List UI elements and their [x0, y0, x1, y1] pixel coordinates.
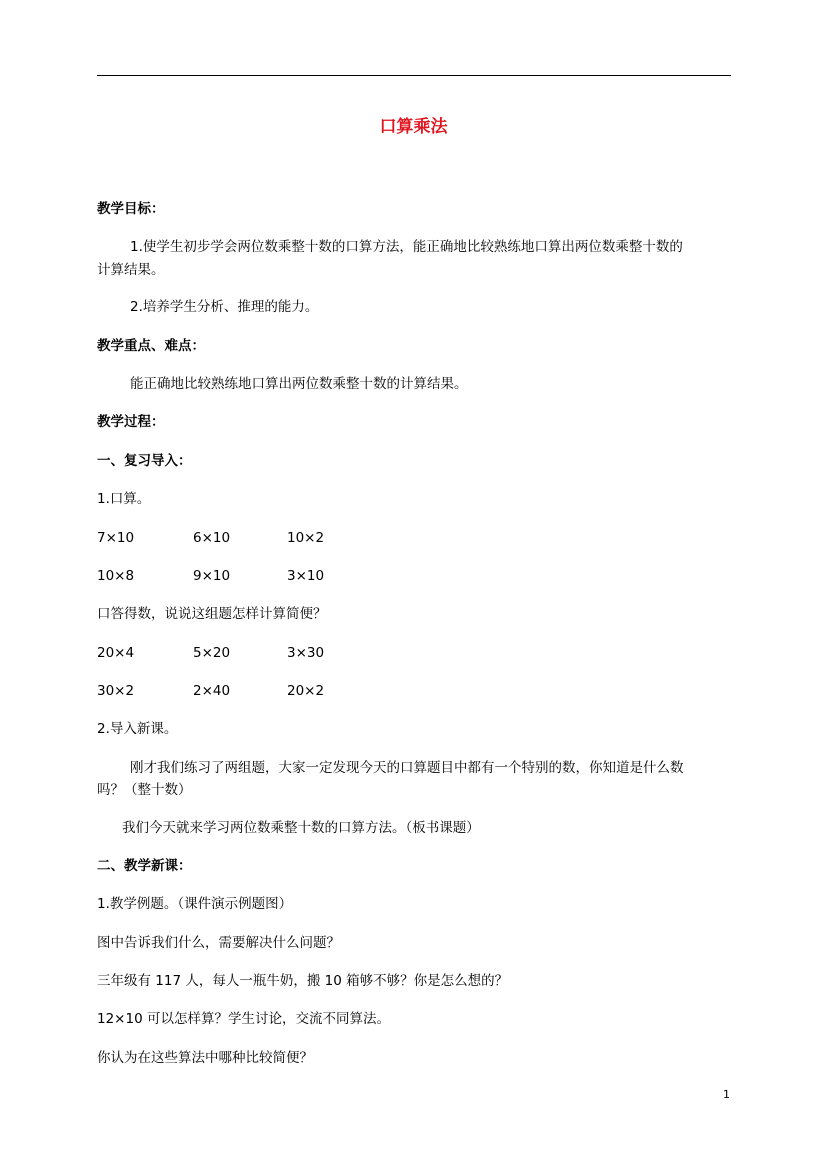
drill-item: 10×8 — [97, 568, 135, 584]
step2-label: 2.导入新课。 — [97, 721, 178, 737]
intro-line2: 吗？（整十数） — [97, 782, 192, 798]
question-1: 图中告诉我们什么，需要解决什么问题？ — [97, 935, 340, 951]
document-title: 口算乘法 — [379, 117, 448, 137]
question-2: 三年级有 117 人，每人一瓶牛奶，搬 10 箱够不够？你是怎么想的？ — [97, 973, 509, 989]
drill-item: 20×4 — [97, 645, 135, 661]
objective-1-line2: 计算结果。 — [97, 262, 165, 278]
drill-item: 2×40 — [193, 683, 231, 699]
drill-item: 5×20 — [193, 645, 231, 661]
process-heading: 教学过程： — [97, 414, 165, 430]
intro-line1: 刚才我们练习了两组题，大家一定发现今天的口算题目中都有一个特别的数，你知道是什么数 — [130, 760, 684, 776]
drill-item: 30×2 — [97, 683, 135, 699]
keypoints-heading: 教学重点、难点： — [97, 338, 205, 354]
intro-topic: 我们今天就来学习两位数乘整十数的口算方法。（板书课题） — [122, 820, 480, 836]
drill-item: 6×10 — [193, 530, 231, 546]
objective-2: 2.培养学生分析、推理的能力。 — [130, 299, 319, 315]
step1-label: 1.口算。 — [97, 491, 151, 507]
drill-item: 3×10 — [287, 568, 325, 584]
question-3: 12×10 可以怎样算？学生讨论，交流不同算法。 — [97, 1011, 390, 1027]
example-label: 1.教学例题。（课件演示例题图） — [97, 896, 293, 912]
drill-question: 口答得数，说说这组题怎样计算简便？ — [97, 606, 327, 622]
drill-item: 7×10 — [97, 530, 135, 546]
section2-heading: 二、教学新课： — [97, 858, 192, 874]
objectives-heading: 教学目标： — [97, 201, 165, 217]
drill-item: 20×2 — [287, 683, 325, 699]
drill-item: 9×10 — [193, 568, 231, 584]
drill-item: 3×30 — [287, 645, 325, 661]
keypoints-text: 能正确地比较熟练地口算出两位数乘整十数的计算结果。 — [130, 376, 468, 392]
objective-1-line1: 1.使学生初步学会两位数乘整十数的口算方法，能正确地比较熟练地口算出两位数乘整十数的 — [130, 239, 683, 255]
section1-heading: 一、复习导入： — [97, 453, 192, 469]
page-number: 1 — [723, 1088, 730, 1101]
question-4: 你认为在这些算法中哪种比较简便？ — [97, 1050, 313, 1066]
header-rule — [97, 75, 731, 76]
drill-item: 10×2 — [287, 530, 325, 546]
